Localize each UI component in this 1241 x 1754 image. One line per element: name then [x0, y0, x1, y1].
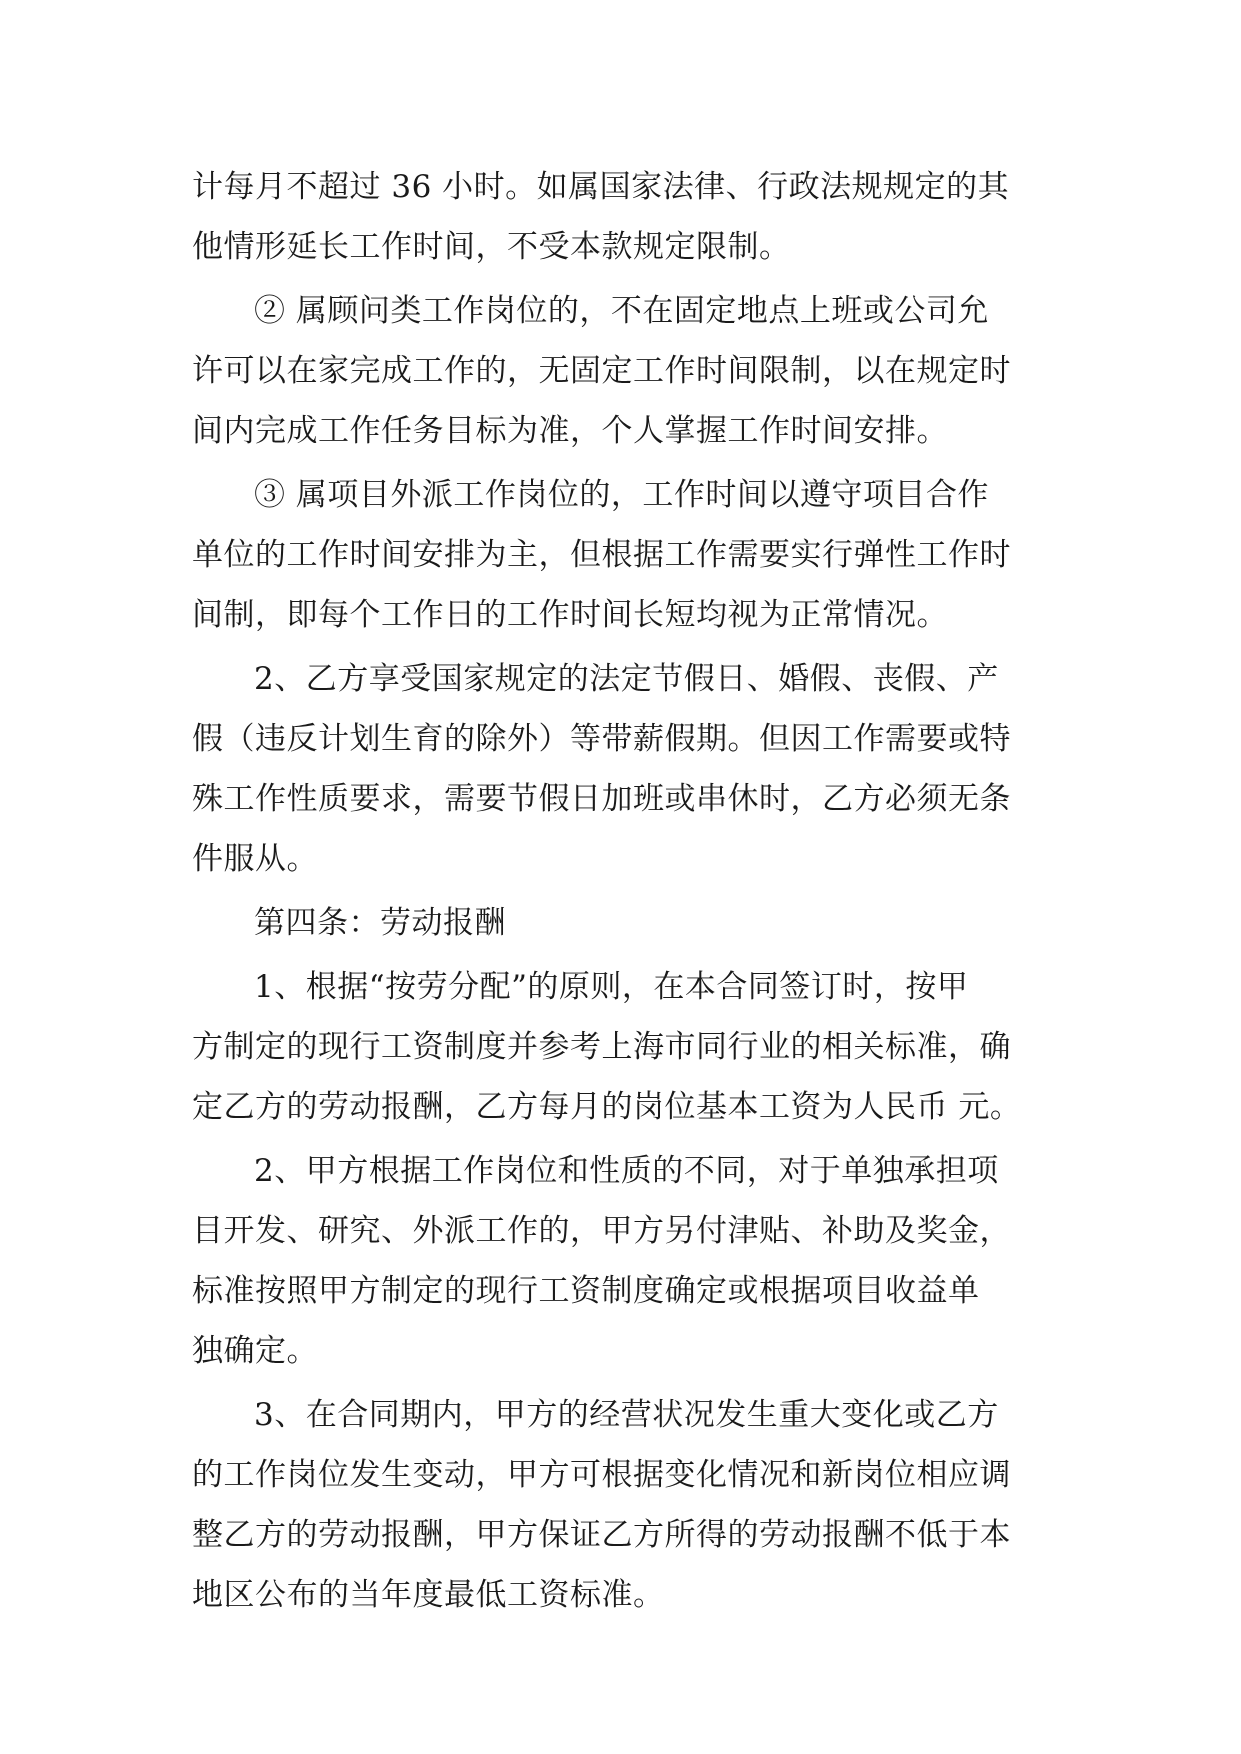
text-line-14: 1、根据“按劳分配”的原则，在本合同签订时，按甲 — [254, 969, 969, 1005]
text-line-5: 间内完成工作任务目标为准，个人掌握工作时间安排。 — [192, 413, 948, 449]
text-line-18: 目开发、研究、外派工作的，甲方另付津贴、补助及奖金， — [192, 1213, 1011, 1249]
text-line-4: 许可以在家完成工作的，无固定工作时间限制，以在规定时 — [192, 353, 1011, 389]
text-line-19: 标准按照甲方制定的现行工资制度确定或根据项目收益单 — [192, 1273, 980, 1309]
text-line-21: 3、在合同期内，甲方的经营状况发生重大变化或乙方 — [254, 1397, 999, 1433]
text-line-6: ③ 属项目外派工作岗位的，工作时间以遵守项目合作 — [254, 477, 989, 513]
text-line-12: 件服从。 — [192, 841, 318, 877]
text-line-10: 假（违反计划生育的除外）等带薪假期。但因工作需要或特 — [192, 721, 1011, 757]
text-line-7: 单位的工作时间安排为主，但根据工作需要实行弹性工作时 — [192, 537, 1011, 573]
text-line-24: 地区公布的当年度最低工资标准。 — [192, 1577, 665, 1613]
text-line-23: 整乙方的劳动报酬，甲方保证乙方所得的劳动报酬不低于本 — [192, 1517, 1011, 1553]
text-line-3: ② 属顾问类工作岗位的，不在固定地点上班或公司允 — [254, 293, 989, 329]
text-line-20: 独确定。 — [192, 1333, 318, 1369]
text-line-1: 计每月不超过 36 小时。如属国家法律、行政法规规定的其 — [192, 169, 1010, 205]
text-line-22: 的工作岗位发生变动，甲方可根据变化情况和新岗位相应调 — [192, 1457, 1011, 1493]
text-line-15: 方制定的现行工资制度并参考上海市同行业的相关标准，确 — [192, 1029, 1011, 1065]
text-line-8: 间制，即每个工作日的工作时间长短均视为正常情况。 — [192, 597, 948, 633]
text-line-2: 他情形延长工作时间，不受本款规定限制。 — [192, 229, 791, 265]
text-line-17: 2、甲方根据工作岗位和性质的不同，对于单独承担项 — [254, 1153, 999, 1189]
text-line-11: 殊工作性质要求，需要节假日加班或串休时，乙方必须无条 — [192, 781, 1011, 817]
text-line-16: 定乙方的劳动报酬，乙方每月的岗位基本工资为人民币 元。 — [192, 1089, 1022, 1125]
section-heading: 第四条：劳动报酬 — [254, 905, 506, 941]
text-line-9: 2、乙方享受国家规定的法定节假日、婚假、丧假、产 — [254, 661, 999, 697]
